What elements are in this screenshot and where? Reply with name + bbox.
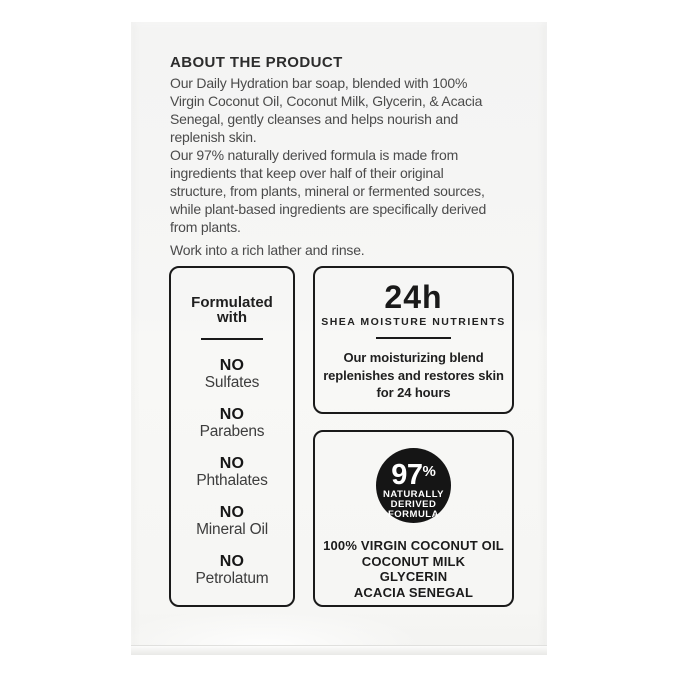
formulated-with-box (169, 266, 295, 607)
paragraph-line: Senegal, gently cleanses and helps nourish and (170, 111, 459, 127)
no-item-mineral-oil (171, 504, 293, 538)
moisture-subheadline: SHEA MOISTURE NUTRIENTS (321, 316, 506, 328)
no-item-phthalates (171, 455, 293, 489)
about-section (170, 53, 535, 259)
formulated-with-title: Formulated with (191, 294, 273, 326)
usage-instruction: Work into a rich lather and rinse. (170, 242, 365, 258)
paragraph-line: structure, from plants, mineral or fermented sources, (170, 183, 485, 199)
no-ingredient-name: Petrolatum (195, 570, 269, 587)
ingredient-line: GLYCERIN (379, 569, 448, 584)
badge-caption-line: DERIVED (390, 499, 437, 510)
97-percent-badge (376, 448, 451, 523)
about-paragraph-1 (170, 74, 535, 146)
badge-caption-line: FORMULA (387, 509, 439, 520)
no-item-petrolatum (171, 553, 293, 587)
no-ingredient-name: Parabens (199, 423, 265, 440)
ingredient-line: 100% VIRGIN COCONUT OIL (323, 538, 504, 553)
ingredient-line: COCONUT MILK (361, 553, 466, 569)
divider-line (201, 338, 263, 340)
paragraph-line: Our Daily Hydration bar soap, blended with 100% (170, 75, 468, 91)
about-heading: ABOUT THE PRODUCT (170, 54, 343, 71)
no-label: NO (219, 455, 245, 472)
moisture-body-line: replenishes and restores skin (323, 367, 504, 383)
paragraph-line: replenish skin. (170, 129, 257, 145)
ingredient-line: ACACIA SENEGAL (353, 584, 474, 600)
no-label: NO (219, 406, 245, 423)
badge-caption (383, 490, 444, 520)
moisture-24h-box (313, 266, 514, 414)
no-item-sulfates (171, 357, 293, 391)
key-ingredients-list (315, 538, 512, 600)
no-ingredient-name: Phthalates (196, 472, 268, 489)
paragraph-line: Our 97% naturally derived formula is made from (170, 147, 459, 163)
about-paragraph-2 (170, 146, 535, 236)
formula-97-box (313, 430, 514, 607)
no-label: NO (219, 553, 245, 570)
badge-percent: 97% (391, 459, 436, 491)
no-ingredient-name: Mineral Oil (196, 521, 268, 538)
divider-line (376, 337, 451, 339)
percent-sign: % (422, 463, 436, 480)
paragraph-line: Virgin Coconut Oil, Coconut Milk, Glycerin, & Acacia (170, 93, 483, 109)
moisture-headline: 24h (384, 279, 443, 315)
moisture-body-line: for 24 hours (376, 385, 451, 400)
soap-box-back-panel (131, 22, 547, 655)
moisture-body-line: Our moisturizing blend (343, 350, 484, 365)
no-label: NO (219, 357, 245, 374)
package-bottom-fold (131, 645, 547, 655)
no-item-parabens (171, 406, 293, 440)
paragraph-line: from plants. (170, 219, 241, 235)
no-ingredient-name: Sulfates (204, 374, 260, 391)
moisture-body (315, 349, 512, 402)
paragraph-line: while plant-based ingredients are specifically derived (170, 201, 487, 217)
badge-caption-line: NATURALLY (383, 489, 444, 500)
paragraph-line: ingredients that keep over half of their original (170, 165, 444, 181)
no-label: NO (219, 504, 245, 521)
